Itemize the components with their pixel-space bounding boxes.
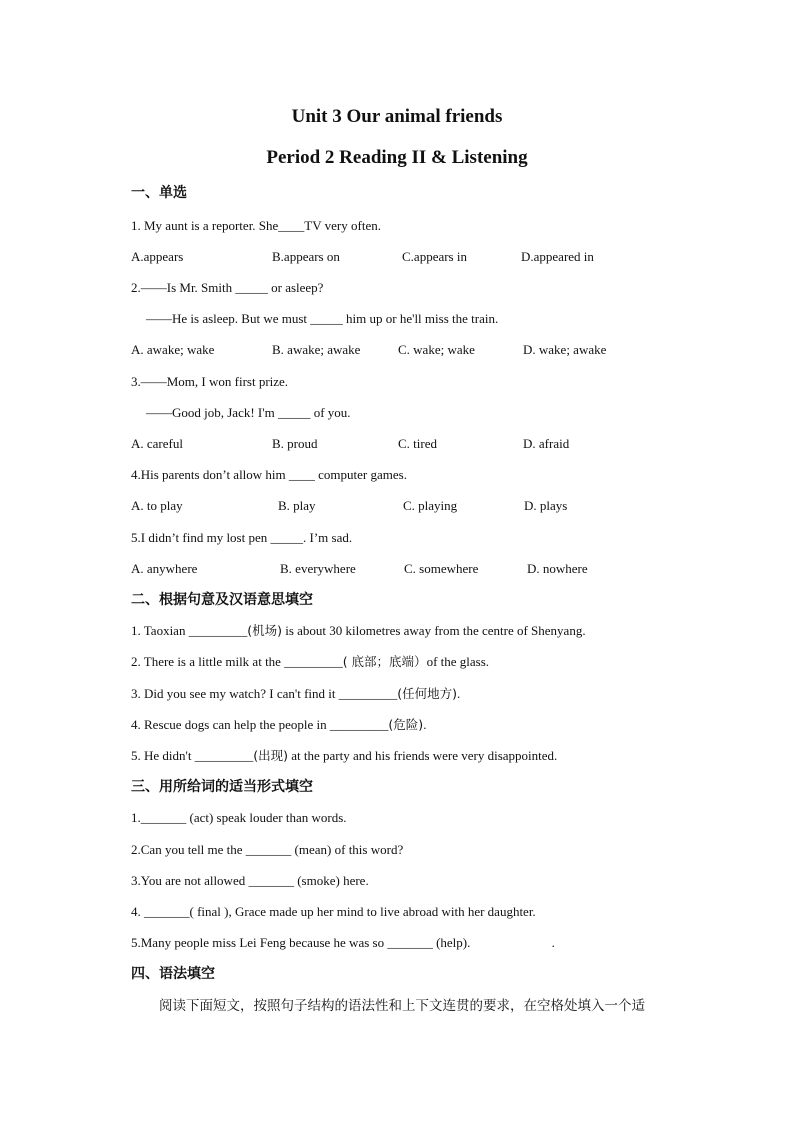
section-heading-3: 三、用所给词的适当形式填空 — [131, 779, 313, 795]
section-heading-1: 一、单选 — [131, 185, 187, 201]
question-1-option-d: D.appeared in — [521, 249, 594, 264]
question-2-option-c: C. wake; wake — [398, 342, 475, 357]
word-form-item-5: 5.Many people miss Lei Feng because he was so _______ (help). . — [131, 935, 555, 950]
question-2-stem-line2: ——He is asleep. But we must _____ him up or he'll miss the train. — [146, 311, 499, 326]
question-3-stem-line2: ——Good job, Jack! I'm _____ of you. — [146, 405, 351, 420]
fill-zh-item-5: 5. He didn't _________(出现) at the party and his friends were very disappointed. — [131, 748, 558, 763]
question-1-option-b: B.appears on — [272, 249, 340, 264]
word-form-item-1: 1._______ (act) speak louder than words. — [131, 810, 347, 825]
question-4-option-c: C. playing — [403, 498, 458, 513]
fill-zh-item-4: 4. Rescue dogs can help the people in _________(危险). — [131, 717, 427, 732]
question-4-option-d: D. plays — [524, 498, 568, 513]
question-2-option-b: B. awake; awake — [272, 342, 361, 357]
question-3-option-b: B. proud — [272, 436, 318, 451]
question-3-option-c: C. tired — [398, 436, 437, 451]
question-1-stem: 1. My aunt is a reporter. She____TV very often. — [131, 218, 381, 233]
question-4-stem: 4.His parents don’t allow him ____ computer games. — [131, 467, 407, 482]
word-form-item-4: 4. _______( final ), Grace made up her mind to live abroad with her daughter. — [131, 904, 536, 919]
question-5-stem: 5.I didn’t find my lost pen _____. I’m sad. — [131, 530, 353, 545]
question-3-option-d: D. afraid — [523, 436, 570, 451]
question-2-option-d: D. wake; awake — [523, 342, 607, 357]
question-2-option-a: A. awake; wake — [131, 342, 215, 357]
fill-zh-item-2: 2. There is a little milk at the _________( 底部；底端）of the glass. — [131, 654, 490, 669]
question-4-option-b: B. play — [278, 498, 316, 513]
question-3-option-a: A. careful — [131, 436, 183, 451]
fill-zh-item-3: 3. Did you see my watch? I can't find it _________(任何地方). — [131, 686, 461, 701]
fill-zh-item-1: 1. Taoxian _________(机场) is about 30 kilometres away from the centre of Shenyang. — [131, 623, 586, 638]
page-title: Unit 3 Our animal friends — [291, 106, 503, 127]
question-4-option-a: A. to play — [131, 498, 183, 513]
question-3-stem: 3.——Mom, I won first prize. — [131, 374, 289, 389]
question-2-stem: 2.——Is Mr. Smith _____ or asleep? — [131, 280, 324, 295]
word-form-item-3: 3.You are not allowed _______ (smoke) here. — [131, 873, 369, 888]
question-5-option-a: A. anywhere — [131, 561, 198, 576]
question-1-option-c: C.appears in — [402, 249, 467, 264]
question-1-option-a: A.appears — [131, 249, 184, 264]
word-form-item-2: 2.Can you tell me the _______ (mean) of this word? — [131, 842, 404, 857]
question-5-option-b: B. everywhere — [280, 561, 356, 576]
grammar-instruction: 阅读下面短文，按照句子结构的语法性和上下文连贯的要求，在空格处填入一个适 — [159, 998, 645, 1014]
question-5-option-c: C. somewhere — [404, 561, 479, 576]
section-heading-2: 二、根据句意及汉语意思填空 — [131, 592, 313, 608]
section-heading-4: 四、语法填空 — [131, 966, 215, 982]
question-5-option-d: D. nowhere — [527, 561, 588, 576]
page-subtitle: Period 2 Reading II & Listening — [266, 147, 528, 168]
